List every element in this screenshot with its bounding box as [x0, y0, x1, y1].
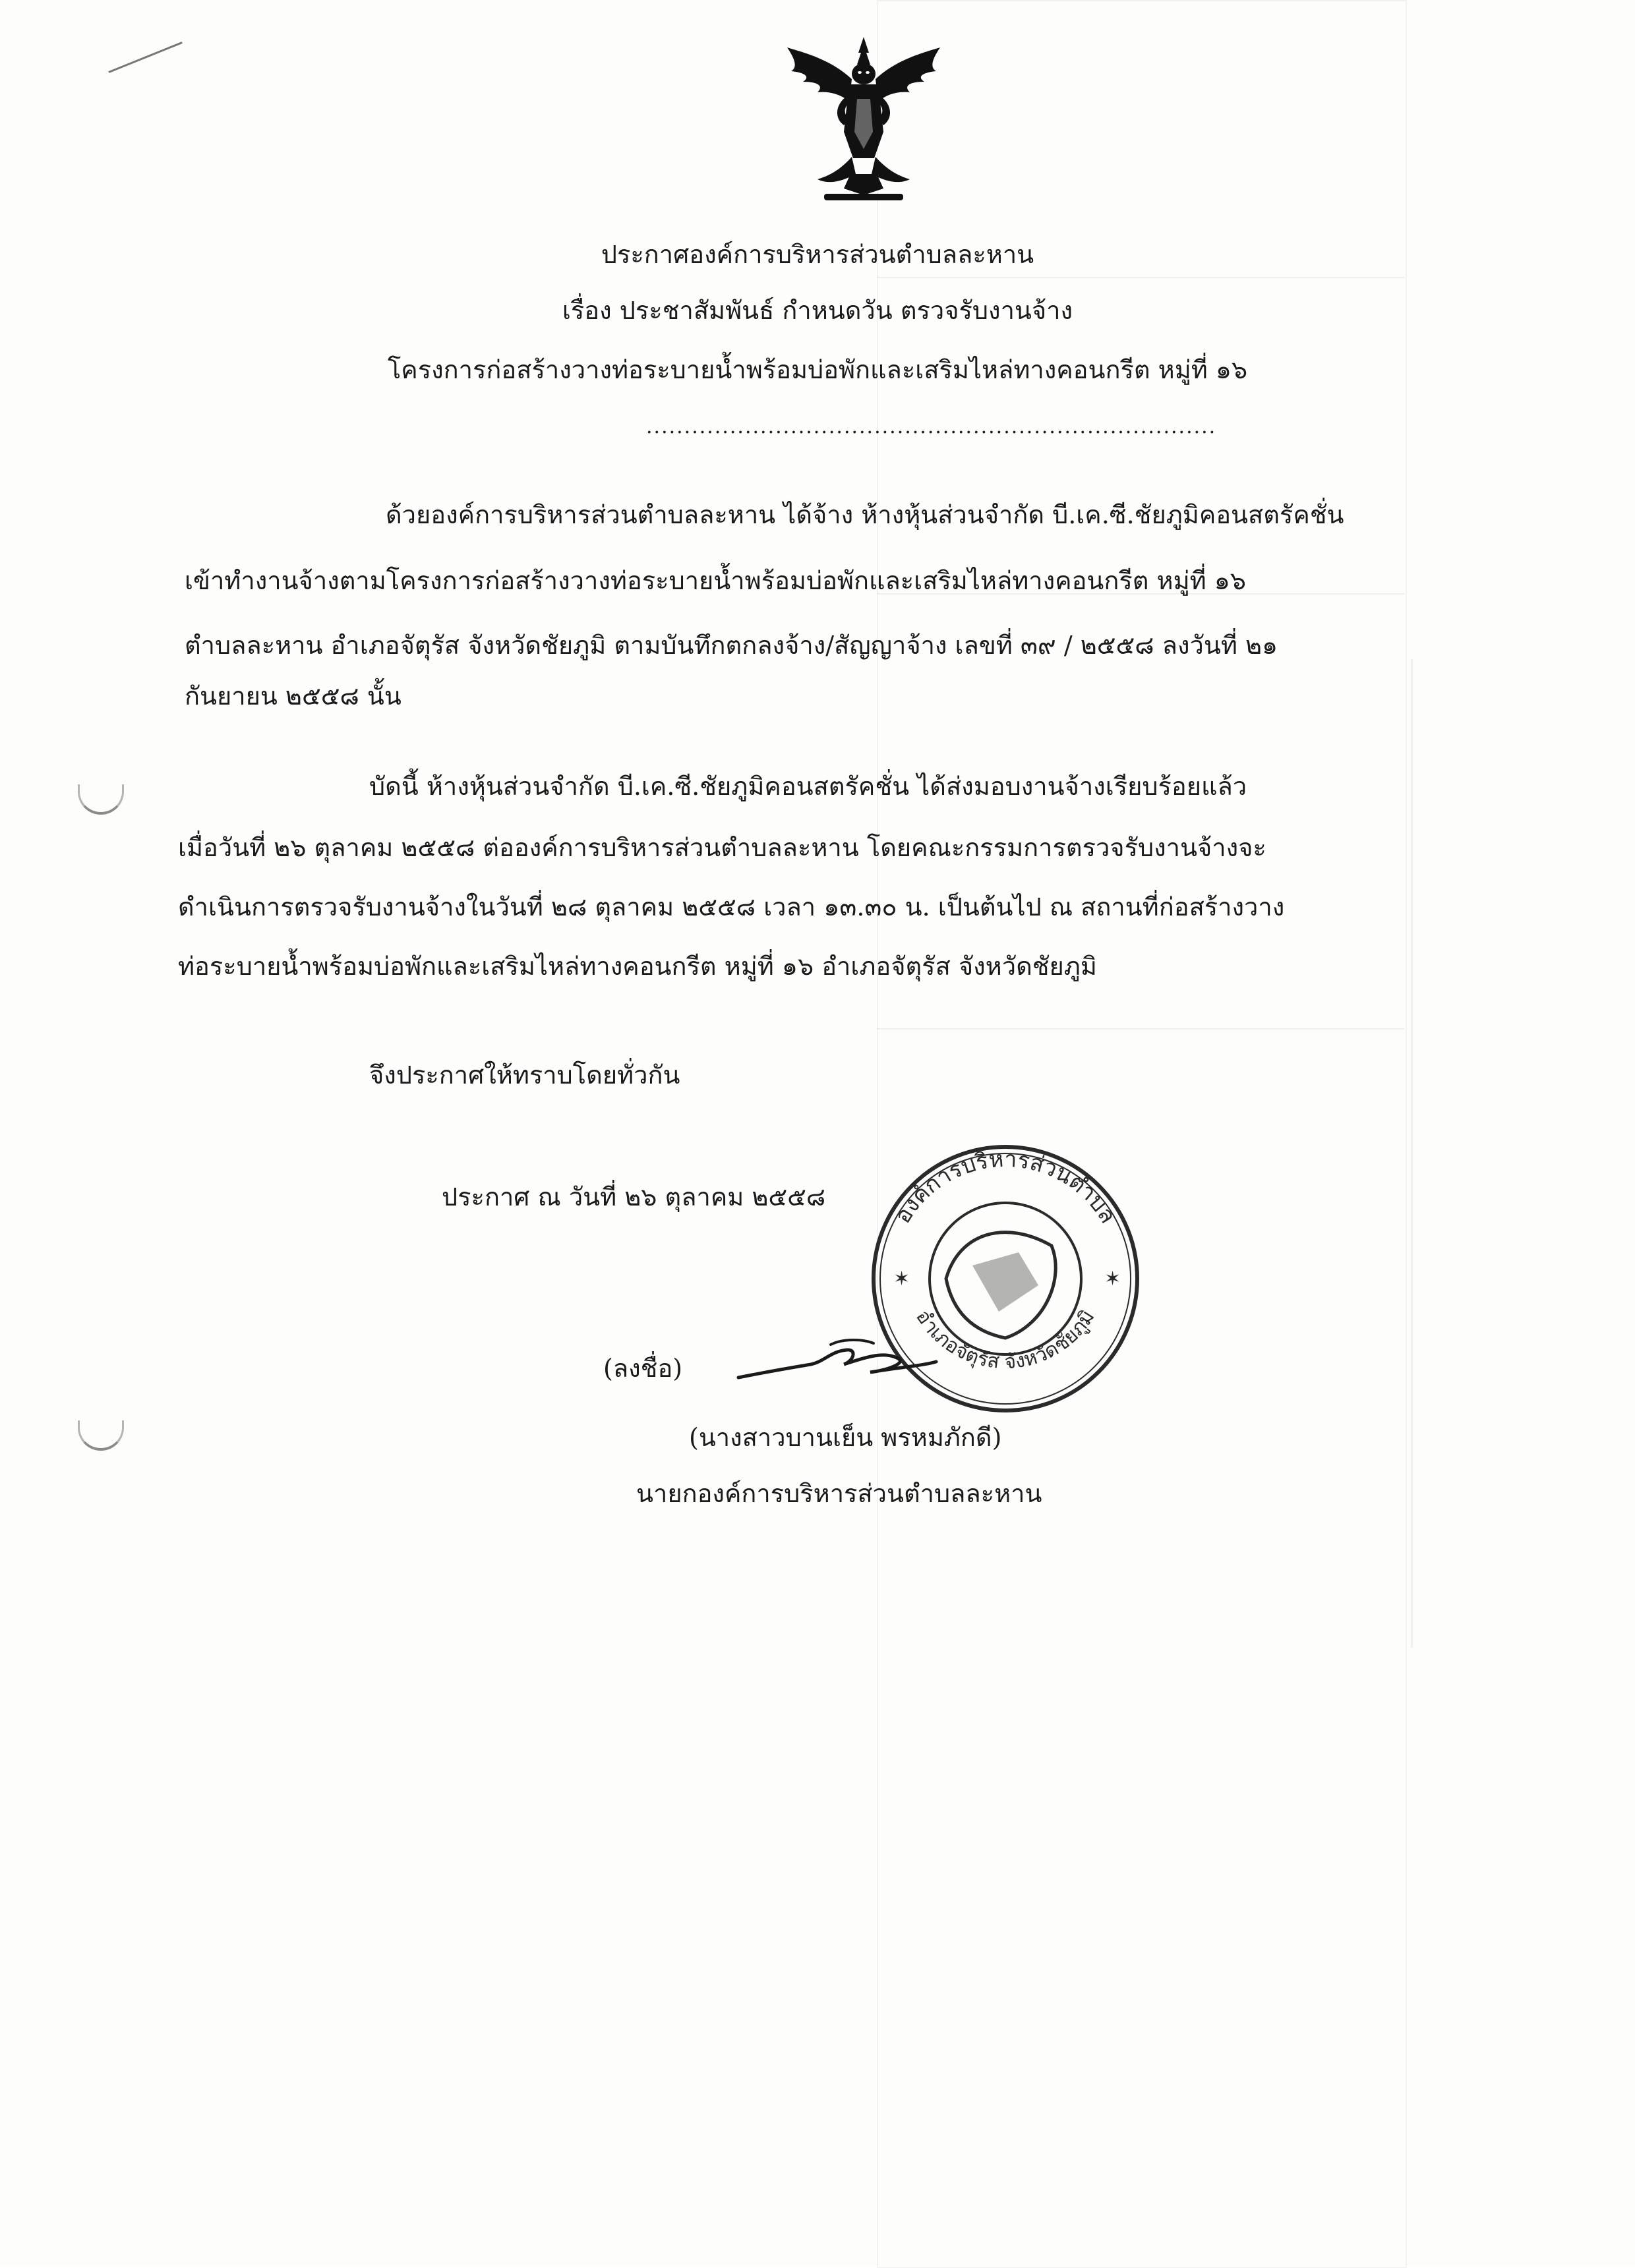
paragraph2-line4: ท่อระบายน้ำพร้อมบ่อพักและเสริมไหล่ทางคอนกรีต หมู่ที่ ๑๖ อำเภอจัตุรัส จังหวัดชัยภูมิ	[178, 952, 1097, 981]
handwritten-signature	[732, 1331, 943, 1391]
signature-label: (ลงชื่อ)	[603, 1354, 683, 1383]
closing-statement: จึงประกาศให้ทราบโดยทั่วกัน	[369, 1061, 680, 1090]
show-through-line	[877, 277, 1404, 278]
paragraph1-line3: ตำบลละหาน อำเภอจัตุรัส จังหวัดชัยภูมิ ตามบันทึกตกลงจ้าง/สัญญาจ้าง เลขที่ ๓๙ / ๒๕๕๘ ลงวันที่ ๒๑	[185, 631, 1278, 660]
punch-hole-lower	[78, 1420, 124, 1451]
show-through-line	[877, 1028, 1404, 1030]
announcement-date: ประกาศ ณ วันที่ ๒๖ ตุลาคม ๒๕๕๘	[442, 1182, 826, 1211]
announcement-title: ประกาศองค์การบริหารส่วนตำบลละหาน	[601, 240, 1034, 269]
paper-crease	[108, 42, 182, 73]
paragraph-text: ด้วยองค์การบริหารส่วนตำบลละหาน ได้จ้าง ห้างหุ้นส่วนจำกัด บี.เค.ซี.ชัยภูมิคอนสตรัคชั่น	[386, 500, 1344, 529]
paragraph1-line2: เข้าทำงานจ้างตามโครงการก่อสร้างวางท่อระบายน้ำพร้อมบ่อพักและเสริมไหล่ทางคอนกรีต หมู่ที่ ๑๖	[185, 566, 1247, 595]
signer-title: นายกองค์การบริหารส่วนตำบลละหาน	[636, 1479, 1042, 1508]
show-through-line	[1411, 659, 1413, 1648]
signer-name: (นางสาวบานเย็น พรหมภักดี)	[689, 1423, 1002, 1452]
paragraph2-line1: บัดนี้ ห้างหุ้นส่วนจำกัด บี.เค.ซี.ชัยภูมิคอนสตรัคชั่น ได้ส่งมอบงานจ้างเรียบร้อยแล้ว	[369, 772, 1247, 801]
garuda-emblem-icon	[778, 33, 949, 211]
announcement-subject: เรื่อง ประชาสัมพันธ์ กำหนดวัน ตรวจรับงานจ้าง	[562, 296, 1073, 325]
svg-text:อำเภอจัตุรัส จังหวัดชัยภูมิ: อำเภอจัตุรัส จังหวัดชัยภูมิ	[911, 1305, 1100, 1374]
paragraph1-line4: กันยายน ๒๕๕๘ นั้น	[185, 682, 401, 711]
paragraph2-line2: เมื่อวันที่ ๒๖ ตุลาคม ๒๕๕๘ ต่อองค์การบริหารส่วนตำบลละหาน โดยคณะกรรมการตรวจรับงานจ้างจะ	[178, 833, 1266, 862]
paragraph2-line3: ดำเนินการตรวจรับงานจ้างในวันที่ ๒๘ ตุลาคม ๒๕๕๘ เวลา ๑๓.๓๐ น. เป็นต้นไป ณ สถานที่ก่อสร้างวาง	[178, 892, 1285, 921]
svg-text:✶: ✶	[1104, 1267, 1121, 1291]
svg-text:องค์การบริหารส่วนตำบล: องค์การบริหารส่วนตำบล	[889, 1146, 1121, 1229]
header-divider: ...........................................................................	[646, 415, 1217, 438]
punch-hole-upper	[78, 784, 124, 815]
paragraph1-line1	[386, 494, 1493, 535]
svg-text:✶: ✶	[893, 1267, 910, 1291]
project-name: โครงการก่อสร้างวางท่อระบายน้ำพร้อมบ่อพักและเสริมไหล่ทางคอนกรีต หมู่ที่ ๑๖	[387, 355, 1248, 384]
